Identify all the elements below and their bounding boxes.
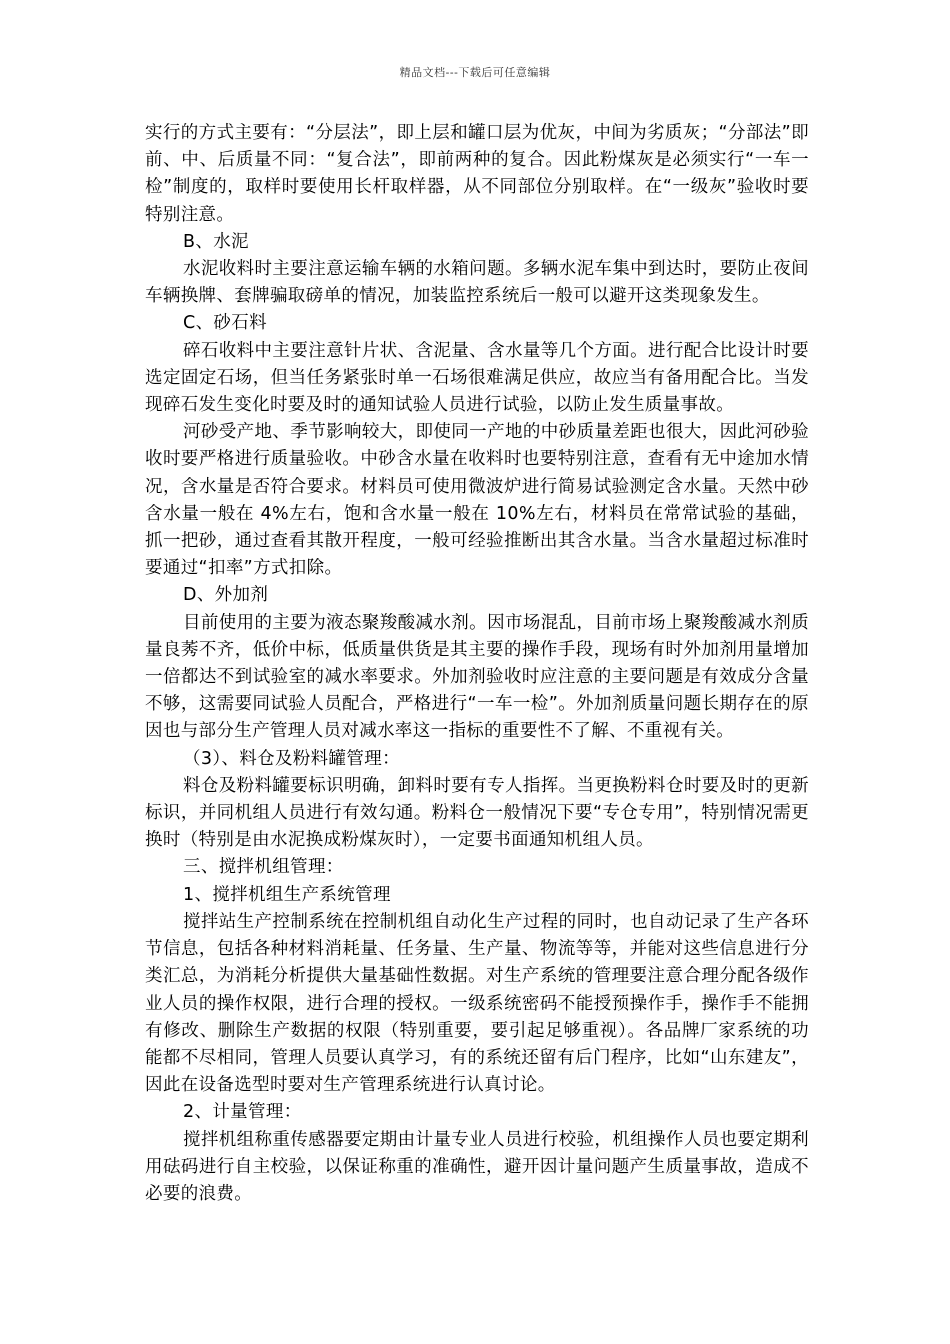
paragraph-fly-ash-methods: 实行的方式主要有：“分层法”，即上层和罐口层为优灰，中间为劣质灰；“分部法”即前、中、后质量不同：“复合法”，即前两种的复合。因此粉煤灰是必须实行“一车一检”制度的，取样时要使用长杆取样器，从不同部位分别取样。在“一级灰”验收时要特别注意。: [145, 123, 809, 225]
document-body: [145, 120, 809, 1208]
page-header: 精品文档---下载后可任意编辑: [399, 66, 551, 79]
heading-cement: B、水泥: [183, 231, 249, 252]
paragraph-production-system: 搅拌站生产控制系统在控制机组自动化生产过程的同时，也自动记录了生产各环节信息，包括各种材料消耗量、任务量、生产量、物流等等，并能对这些信息进行分类汇总，为消耗分析提供大量基础性数据。对生产系统的管理要注意合理分配各级作业人员的操作权限，进行合理的授权。一级系统密码不能授预操作手，操作手不能拥有修改、删除生产数据的权限（特别重要，要引起足够重视）。各品牌厂家系统的功能都不尽相同，管理人员要认真学习，有的系统还留有后门程序，比如“山东建友”，因此在设备选型时要对生产管理系统进行认真讨论。: [145, 911, 809, 1096]
heading-mixer-management: 三、搅拌机组管理：: [183, 857, 344, 878]
paragraph-river-sand: 河砂受产地、季节影响较大，即使同一产地的中砂质量差距也很大，因此河砂验收时要严格进行质量验收。中砂含水量在收料时也要特别注意，查看有无中途加水情况，含水量是否符合要求。材料员可使用微波炉进行简易试验测定含水量。天然中砂含水量一般在 4%左右，饱和含水量一般在 10%左右，材料员在常常试验的基础，抓一把砂，通过查看其散开程度，一般可经验推断出其含水量。当含水量超过标准时要通过“扣率”方式扣除。: [145, 422, 809, 579]
heading-metering: 2、计量管理：: [183, 1102, 302, 1123]
heading-sand-gravel: C、砂石料: [183, 313, 267, 334]
paragraph-cement: 水泥收料时主要注意运输车辆的水箱问题。多辆水泥车集中到达时，要防止夜间车辆换牌、套牌骗取磅单的情况，加装监控系统后一般可以避开这类现象发生。: [145, 259, 809, 307]
heading-silo-management: （3）、料仓及粉料罐管理：: [183, 748, 400, 769]
heading-admixture: D、外加剂: [183, 585, 269, 606]
heading-production-system: 1、搅拌机组生产系统管理: [183, 884, 391, 905]
paragraph-metering: 搅拌机组称重传感器要定期由计量专业人员进行校验，机组操作人员也要定期利用砝码进行自主校验，以保证称重的准确性，避开因计量问题产生质量事故，造成不必要的浪费。: [145, 1129, 809, 1204]
paragraph-gravel: 碎石收料中主要注意针片状、含泥量、含水量等几个方面。进行配合比设计时要选定固定石场，但当任务紧张时单一石场很难满足供应，故应当有备用配合比。当发现碎石发生变化时要及时的通知试验人员进行试验，以防止发生质量事故。: [145, 340, 809, 416]
paragraph-admixture: 目前使用的主要为液态聚羧酸减水剂。因市场混乱，目前市场上聚羧酸减水剂质量良莠不齐，低价中标，低质量供货是其主要的操作手段，现场有时外加剂用量增加一倍都达不到试验室的减水率要求。外加剂验收时应注意的主要问题是有效成分含量不够，这需要同试验人员配合，严格进行“一车一检”。外加剂质量问题长期存在的原因也与部分生产管理人员对减水率这一指标的重要性不了解、不重视有关。: [145, 612, 809, 742]
paragraph-silo-management: 料仓及粉料罐要标识明确，卸料时要有专人指挥。当更换粉料仓时要及时的更新标识，并同机组人员进行有效勾通。粉料仓一般情况下要“专仓专用”，特别情况需更换时（特别是由水泥换成粉煤灰时），一定要书面通知机组人员。: [145, 775, 809, 851]
